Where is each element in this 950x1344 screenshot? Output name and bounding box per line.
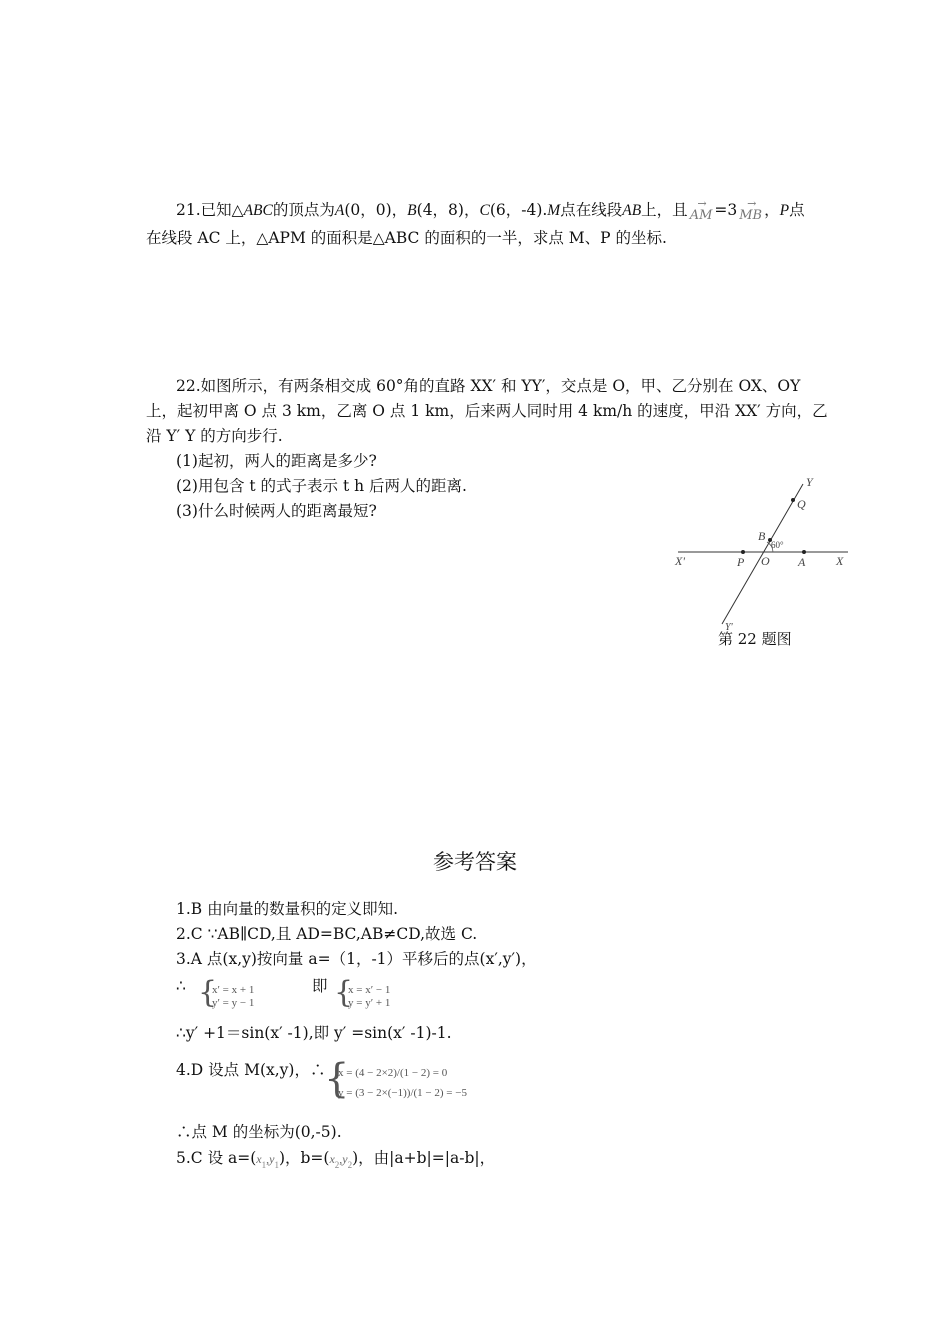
answer-3: 3.A 点(x,y)按向量 a=（1，-1）平移后的点(x′,y′)，	[176, 950, 537, 968]
answer-3-line-3: ∴y′ +1＝sin(x′ -1),即 y′ =sin(x′ -1)-1.	[176, 1024, 452, 1042]
system-line: x′ = x + 1	[212, 984, 255, 996]
label-p: P	[737, 555, 745, 569]
q21-text: ABC	[243, 202, 273, 219]
point-a	[802, 550, 806, 554]
label-o: O	[761, 554, 770, 568]
q21-text: 上，且	[641, 201, 688, 219]
answer-3-ji: 即	[312, 977, 328, 995]
brace-icon: {	[334, 975, 354, 1010]
answer-2: 2.C ∵AB∥CD,且 AD=BC,AB≠CD,故选 C.	[176, 925, 478, 943]
vector-mb: → MB	[737, 204, 764, 228]
answer-5-text: )，b=(	[278, 1149, 330, 1167]
q21-text: B	[407, 202, 417, 219]
label-q: Q	[797, 497, 806, 511]
label-y-prime: Y'	[725, 622, 733, 632]
q21-text: AB	[622, 202, 642, 219]
q21-line-1	[176, 198, 846, 228]
subscript: 2	[347, 1160, 353, 1170]
answers-title: 参考答案	[433, 850, 517, 874]
q21-text: 点	[789, 201, 805, 219]
var-y: y	[269, 1152, 275, 1166]
q21-text: 点在线段	[560, 201, 623, 219]
q22-line-2: 上，起初甲离 O 点 3 km，乙离 O 点 1 km，后来两人同时用 4 km/h 的速度，甲沿 XX′ 方向，乙	[146, 402, 828, 420]
system-line: y′ = y − 1	[212, 997, 255, 1009]
answer-4: 4.D 设点 M(x,y)，∴	[176, 1061, 326, 1079]
subscript: 1	[274, 1160, 279, 1170]
q22-line-3: 沿 Y′ Y 的方向步行.	[146, 427, 283, 445]
q21-text: 的顶点为	[272, 201, 335, 219]
q22-sub-2: (2)用包含 t 的式子表示 t h 后两人的距离.	[176, 477, 467, 495]
q21-text: (0，0)，	[344, 201, 408, 219]
q22-figure	[670, 472, 860, 632]
brace-icon: {	[198, 975, 218, 1010]
label-angle: 60°	[771, 540, 784, 550]
system-line: x = x′ − 1	[348, 984, 391, 996]
q21-text: ，	[764, 201, 780, 219]
var-x: x	[256, 1152, 262, 1166]
q21-text: (6，-4).	[489, 201, 548, 219]
answer-5-x1: $x_1,y_1$	[256, 1152, 279, 1170]
label-x: X	[836, 554, 844, 568]
q22-sub-3: (3)什么时候两人的距离最短?	[176, 502, 377, 520]
label-b: B	[758, 529, 766, 543]
var-x: x	[329, 1152, 335, 1166]
answer-3-system-1	[212, 984, 254, 1010]
point-q	[791, 498, 795, 502]
answer-5-x2: $x_2,y_2$	[329, 1152, 353, 1170]
q21-text: M	[547, 202, 561, 219]
answer-5-text: 5.C 设 a=(	[176, 1149, 257, 1167]
subscript: 2	[334, 1160, 340, 1170]
q21-text: C	[479, 202, 490, 219]
q22-sub-1: (1)起初，两人的距离是多少?	[176, 452, 377, 470]
q21-text: A	[334, 202, 345, 219]
q21-text: =3	[714, 201, 738, 219]
q21-text: 21.已知△	[176, 201, 244, 219]
answer-3-system-2	[348, 984, 390, 1010]
answer-4-line-2: ∴点 M 的坐标为(0,-5).	[176, 1123, 342, 1141]
q21-text: P	[779, 202, 790, 219]
figure-caption: 第 22 题图	[718, 630, 792, 648]
q22-line-1: 22.如图所示，有两条相交成 60°角的直路 XX′ 和 YY′，交点是 O，甲、乙分别在 OX、OY	[176, 377, 801, 395]
var-y: y	[342, 1152, 348, 1166]
answer-5-text: )，由|a+b|=|a-b|，	[352, 1149, 496, 1167]
answer-5	[176, 1146, 846, 1177]
point-p	[741, 550, 745, 554]
answer-3-therefore: ∴	[176, 977, 186, 995]
q21-line-2: 在线段 AC 上，△APM 的面积是△ABC 的面积的一半，求点 M、P 的坐标.	[146, 229, 667, 247]
brace-icon: {	[324, 1056, 350, 1102]
answer-1: 1.B 由向量的数量积的定义即知.	[176, 900, 399, 918]
q21-text: (4，8)，	[416, 201, 480, 219]
vector-am: → AM	[688, 204, 715, 228]
system-line: y = y′ + 1	[348, 997, 391, 1009]
system-line: x = (4 − 2×2)/(1 − 2) = 0	[338, 1067, 448, 1079]
subscript: 1	[261, 1160, 267, 1170]
answer-4-system	[338, 1063, 467, 1103]
label-y: Y	[806, 475, 813, 489]
system-line: y = (3 − 2×(−1))/(1 − 2) = −5	[338, 1087, 467, 1099]
label-a: A	[798, 555, 806, 569]
label-x-prime: X'	[675, 554, 685, 568]
